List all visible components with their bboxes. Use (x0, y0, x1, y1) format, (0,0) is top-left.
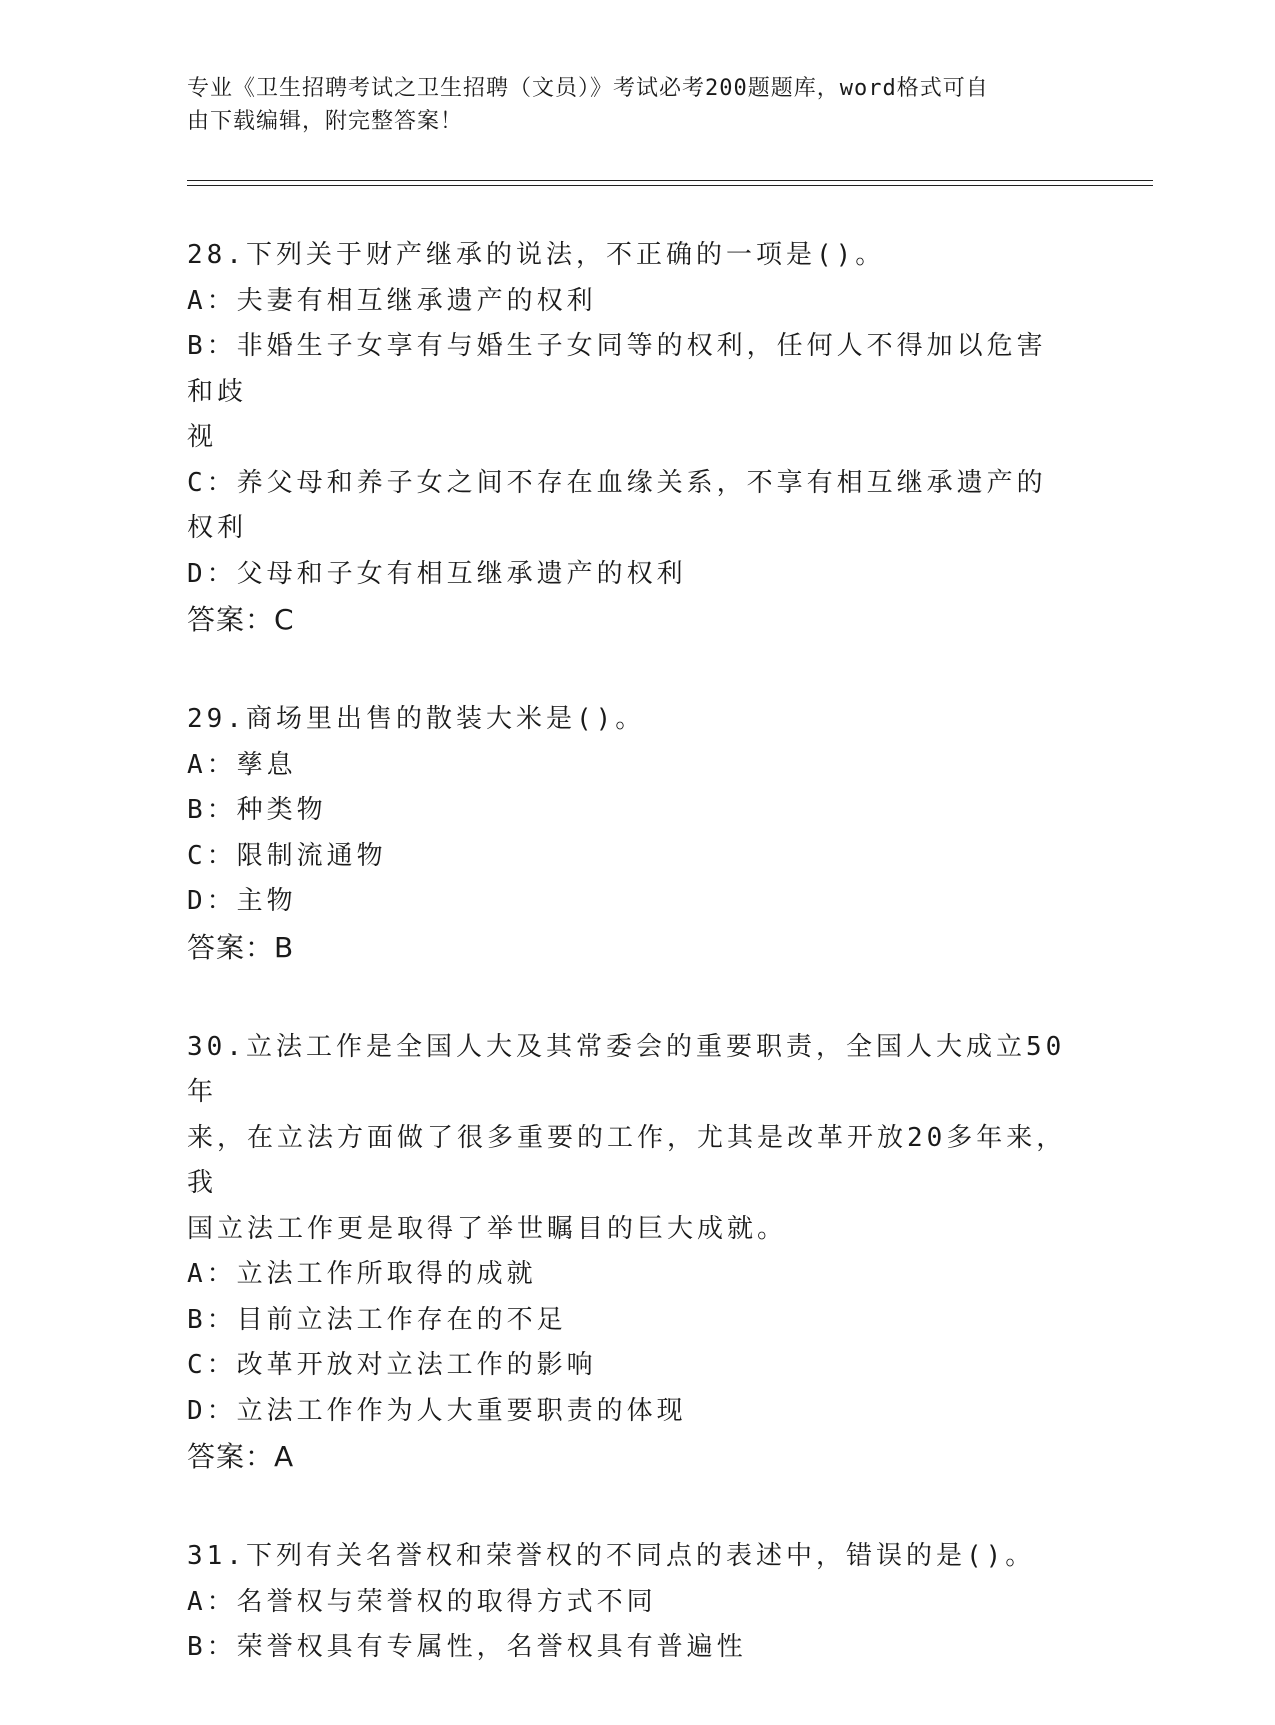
document-header (187, 72, 1067, 138)
question-30 (187, 1025, 1067, 1481)
header-line-1: 专业《卫生招聘考试之卫生招聘（文员）》考试必考200题题库，word格式可自 (187, 76, 989, 101)
option-b: B：种类物 (187, 795, 327, 825)
option-c: C：改革开放对立法工作的影响 (187, 1350, 597, 1380)
answer-line: 答案：C (187, 603, 295, 636)
answer-line: 答案：B (187, 930, 295, 964)
option-d: D：立法工作作为人大重要职责的体现 (187, 1395, 687, 1426)
header-line-2: 由下载编辑，附完整答案！ (187, 109, 464, 134)
question-stem-line-1: 30.立法工作是全国人大及其常委会的重要职责，全国人大成立50年 (187, 1031, 1066, 1107)
header-rule-top (187, 180, 1153, 181)
answer-line: 答案：A (187, 1440, 295, 1473)
option-a: A：名誉权与荣誉权的取得方式不同 (187, 1586, 657, 1617)
option-b-continued: 视 (187, 422, 218, 452)
option-d: D：主物 (187, 886, 297, 916)
question-28 (187, 233, 1067, 643)
option-c: C：养父母和养子女之间不存在血缘关系，不享有相互继承遗产的权利 (187, 467, 1047, 543)
question-31 (187, 1534, 1067, 1671)
question-stem: 28.下列关于财产继承的说法，不正确的一项是()。 (187, 240, 886, 270)
question-stem-line-3: 国立法工作更是取得了举世瞩目的巨大成就。 (187, 1213, 788, 1244)
option-b: B：荣誉权具有专属性，名誉权具有普遍性 (187, 1632, 747, 1662)
question-list (187, 233, 1067, 1725)
option-b: B：目前立法工作存在的不足 (187, 1304, 567, 1335)
question-stem: 29.商场里出售的散装大米是()。 (187, 704, 646, 734)
question-29 (187, 697, 1067, 971)
option-a: A：夫妻有相互继承遗产的权利 (187, 285, 597, 316)
option-a: A：孳息 (187, 749, 297, 780)
option-c: C：限制流通物 (187, 840, 387, 871)
question-stem: 31.下列有关名誉权和荣誉权的不同点的表述中，错误的是()。 (187, 1541, 1036, 1571)
option-a: A：立法工作所取得的成就 (187, 1259, 537, 1289)
header-rule-bottom (187, 185, 1153, 186)
option-d: D：父母和子女有相互继承遗产的权利 (187, 558, 687, 589)
option-b: B：非婚生子女享有与婚生子女同等的权利，任何人不得加以危害和歧 (187, 331, 1047, 407)
question-stem-line-2: 来，在立法方面做了很多重要的工作，尤其是改革开放20多年来，我 (187, 1122, 1067, 1198)
